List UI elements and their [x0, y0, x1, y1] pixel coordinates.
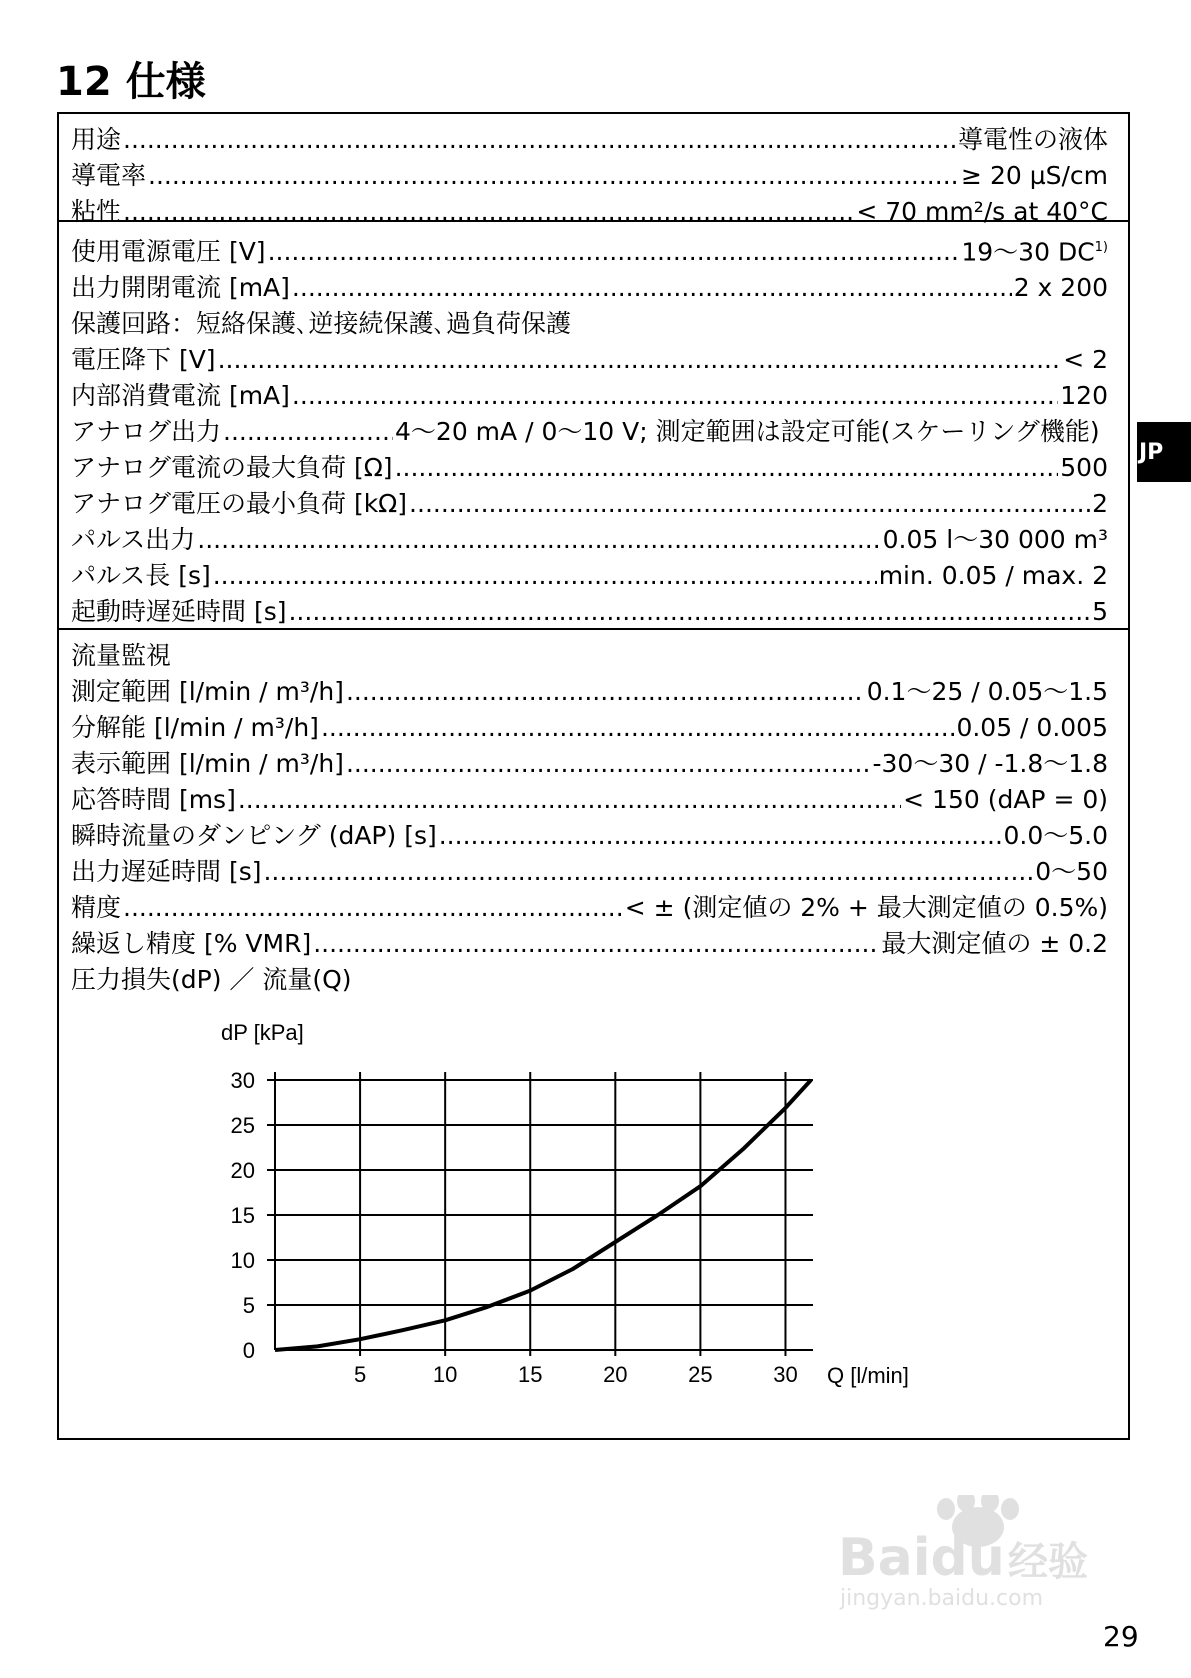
spec-row-pulse-length	[71, 558, 1108, 594]
spec-label: パルス長 [s]	[71, 561, 211, 591]
spec-label: 繰返し精度 [% VMR]	[71, 929, 312, 958]
spec-value: 最大測定値の ± 0.2	[881, 929, 1108, 958]
spec-row-analog-voltage-load	[71, 486, 1108, 522]
y-tick-label: 25	[230, 1113, 255, 1138]
dot-leader	[288, 594, 1090, 630]
spec-value: < 70 mm²/s at 40°C	[856, 197, 1108, 226]
dot-leader	[213, 558, 877, 594]
spec-row-damping	[71, 818, 1108, 854]
y-tick-label: 20	[230, 1158, 255, 1183]
spec-label: アナログ電圧の最小負荷 [kΩ]	[71, 489, 408, 519]
dot-leader	[218, 342, 1062, 378]
spec-label: アナログ電流の最大負荷 [Ω]	[71, 453, 393, 483]
spec-value: 0.1〜25 / 0.05〜1.5	[866, 677, 1108, 706]
dot-leader	[238, 782, 901, 818]
spec-label: 内部消費電流 [mA]	[71, 381, 290, 411]
footnote-mark: 1)	[1094, 240, 1108, 255]
x-tick-label: 5	[353, 1362, 367, 1387]
spec-table	[57, 112, 1130, 1440]
dot-leader	[292, 270, 1012, 306]
spec-value: 19〜30 DC$^{1)}$	[961, 237, 1108, 267]
flow-section	[59, 630, 1128, 1444]
spec-label: 用途	[71, 125, 122, 154]
spec-value: 2	[1092, 489, 1108, 519]
spec-label: アナログ出力	[71, 417, 222, 447]
electrical-section	[59, 222, 1128, 630]
spec-value: 0.05 l〜30 000 m³	[882, 525, 1108, 555]
page-title: 12 仕様	[56, 59, 206, 105]
y-axis-label: dP [kPa]	[221, 1020, 304, 1045]
dot-leader	[123, 890, 623, 926]
spec-label: 応答時間 [ms]	[71, 785, 236, 814]
dot-leader	[346, 746, 871, 782]
spec-value: -30〜30 / -1.8〜1.8	[872, 749, 1108, 778]
y-tick-label: 15	[230, 1203, 255, 1228]
spec-row-switching-current	[71, 270, 1108, 306]
dot-leader	[313, 926, 879, 962]
spec-row-accuracy	[71, 890, 1108, 926]
spec-value: min. 0.05 / max. 2	[878, 561, 1108, 591]
dot-leader	[395, 450, 1059, 486]
spec-label: 粘性	[71, 197, 122, 226]
dot-leader	[321, 710, 955, 746]
spec-row-power-on-delay	[71, 594, 1108, 630]
dot-leader	[263, 854, 1033, 890]
fluid-section	[59, 114, 1128, 226]
x-tick-label: 10	[432, 1362, 458, 1387]
spec-row-output-delay	[71, 854, 1108, 890]
spec-row-pulse-output	[71, 522, 1108, 558]
dot-leader	[268, 234, 960, 270]
y-tick-label: 10	[230, 1248, 255, 1273]
chart-svg	[71, 998, 1111, 1438]
spec-row-supply-voltage	[71, 230, 1108, 270]
page-number: 29	[1103, 1620, 1139, 1653]
watermark-suffix: 经验	[1008, 1539, 1088, 1585]
x-tick-label: 30	[773, 1362, 798, 1387]
dot-leader	[409, 486, 1090, 522]
spec-row-viscosity	[71, 194, 1108, 230]
spec-value: 導電性の液体	[957, 125, 1108, 154]
spec-value: 0〜50	[1035, 857, 1108, 886]
dot-leader	[439, 818, 1002, 854]
spec-row-usage	[71, 122, 1108, 158]
baidu-watermark	[838, 1495, 1118, 1610]
pressure-loss-chart	[71, 998, 1111, 1438]
y-tick-label: 30	[230, 1068, 255, 1093]
dot-leader	[292, 378, 1058, 414]
dot-leader	[123, 122, 956, 158]
spec-value: < 2	[1063, 345, 1108, 375]
spec-value: 5	[1092, 597, 1108, 627]
dot-leader	[197, 522, 880, 558]
chart-grid	[267, 1072, 813, 1356]
spec-label: 測定範囲 [l/min / m³/h]	[71, 677, 344, 706]
x-tick-label: 25	[688, 1362, 713, 1387]
spec-value: 0.0〜5.0	[1003, 821, 1108, 850]
spec-row-analog-output	[71, 414, 1108, 450]
spec-row-voltage-drop	[71, 342, 1108, 378]
spec-row-repeatability	[71, 926, 1108, 962]
spec-label: 起動時遅延時間 [s]	[71, 597, 287, 627]
chart-tick-labels	[231, 1068, 798, 1387]
spec-row-response-time	[71, 782, 1108, 818]
spec-label: 瞬時流量のダンピング (dAP) [s]	[71, 821, 437, 850]
spec-label: 使用電源電圧 [V]	[71, 237, 266, 267]
spec-value: < 150 (dAP = 0)	[903, 785, 1108, 814]
spec-row-display-range	[71, 746, 1108, 782]
spec-label: パルス出力	[71, 525, 196, 555]
dot-leader	[223, 414, 393, 450]
spec-label: 電圧降下 [V]	[71, 345, 216, 375]
y-tick-label: 5	[242, 1293, 255, 1318]
spec-label: 出力遅延時間 [s]	[71, 857, 262, 886]
spec-value: 500	[1060, 453, 1108, 483]
spec-row-measuring-range	[71, 674, 1108, 710]
spec-label: 分解能 [l/min / m³/h]	[71, 713, 319, 742]
watermark-url: jingyan.baidu.com	[840, 1586, 1044, 1610]
spec-label: 出力開閉電流 [mA]	[71, 273, 290, 303]
spec-row-current-consumption	[71, 378, 1108, 414]
spec-row-analog-current-load	[71, 450, 1108, 486]
protection-text: 保護回路：短絡保護､逆接続保護､過負荷保護	[71, 309, 572, 339]
dot-leader	[123, 194, 854, 230]
spec-row-conductivity	[71, 158, 1108, 194]
y-tick-label: 0	[242, 1338, 255, 1363]
spec-value: 0.05 / 0.005	[956, 713, 1108, 742]
flow-heading: 流量監視	[71, 641, 172, 670]
dot-leader	[346, 674, 865, 710]
chart-axes	[275, 1072, 813, 1350]
spec-value: < ± (測定値の 2% + 最大測定値の 0.5%)	[624, 893, 1108, 922]
spec-value: 4〜20 mA / 0〜10 V; 測定範囲は設定可能(スケーリング機能)	[395, 417, 1100, 447]
x-axis-label: Q [l/min]	[827, 1363, 909, 1388]
spec-label: 表示範囲 [l/min / m³/h]	[71, 749, 344, 778]
spec-value: 120	[1060, 381, 1108, 411]
spec-label: 精度	[71, 893, 122, 922]
language-tab: JP	[1137, 422, 1191, 482]
spec-row-resolution	[71, 710, 1108, 746]
dot-leader	[148, 158, 959, 194]
spec-value: 2 x 200	[1013, 273, 1108, 303]
x-tick-label: 15	[517, 1362, 543, 1387]
watermark-brand: Baidu	[838, 1528, 1005, 1588]
chart-heading: 圧力損失(dP) ／ 流量(Q)	[71, 965, 352, 994]
spec-value: ≥ 20 µS/cm	[961, 161, 1108, 190]
spec-label: 導電率	[71, 161, 147, 190]
x-tick-label: 20	[603, 1362, 628, 1387]
